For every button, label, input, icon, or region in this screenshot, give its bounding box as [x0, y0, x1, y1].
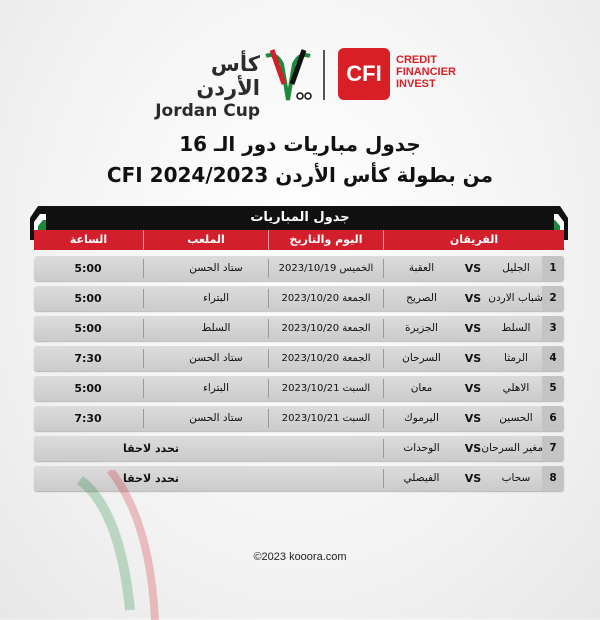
match-date: الخميس 2023/10/19 [278, 263, 374, 274]
match-venue: البتراء [202, 382, 230, 394]
cell-divider [268, 259, 269, 278]
cell-divider [383, 289, 384, 308]
jordan-cup-trophy-icon [258, 44, 318, 108]
cell-divider [268, 319, 269, 338]
cell-divider [143, 349, 144, 368]
match-venue: البتراء [202, 292, 230, 304]
table-row [34, 286, 564, 311]
match-number: 7 [542, 436, 564, 461]
header-divider [143, 230, 144, 250]
home-team: الاهلي [502, 382, 530, 394]
match-number: 2 [542, 286, 564, 311]
cell-divider [383, 319, 384, 338]
vs-label: VS [464, 412, 482, 425]
table-banner: جدول المباريات [46, 206, 554, 230]
table-header [34, 230, 564, 250]
table-row [34, 316, 564, 341]
match-time: 5:00 [74, 382, 102, 395]
home-team: السلط [501, 322, 531, 334]
header-divider [268, 230, 269, 250]
cell-divider [383, 379, 384, 398]
cfi-logo-mark: CFI [338, 48, 390, 100]
logo-divider [323, 50, 325, 100]
cell-divider [268, 349, 269, 368]
cfi-line-2: FINANCIER [396, 66, 456, 78]
match-to-be-determined: تحدد لاحقا [122, 472, 180, 485]
match-date: السبت 2023/10/21 [281, 413, 371, 424]
vs-label: VS [464, 322, 482, 335]
jordan-cup-arabic: كأس الأردن [196, 52, 260, 100]
home-team: سحاب [501, 472, 531, 484]
vs-label: VS [464, 442, 482, 455]
cell-divider [268, 379, 269, 398]
header-divider [383, 230, 384, 250]
match-time: 5:00 [74, 262, 102, 275]
cell-divider [383, 259, 384, 278]
vs-label: VS [464, 352, 482, 365]
table-row [34, 406, 564, 431]
cell-divider [268, 289, 269, 308]
header-teams: الفريقان [449, 233, 499, 246]
cell-divider [383, 349, 384, 368]
match-venue: السلط [201, 322, 231, 334]
header-date: اليوم والتاريخ [289, 233, 363, 246]
table-row [34, 436, 564, 461]
home-team: الرمثا [504, 352, 528, 364]
watermark-swoosh-icon [60, 470, 220, 620]
match-venue: ستاد الحسن [189, 262, 243, 274]
table-row [34, 346, 564, 371]
header-venue: الملعب [187, 233, 225, 246]
cell-divider [143, 379, 144, 398]
page-subtitle: من بطولة كأس الأردن CFI 2024/2023 [106, 163, 494, 187]
match-number: 4 [542, 346, 564, 371]
jordan-cup-wordmark [148, 52, 260, 122]
home-team: شباب الاردن [488, 292, 543, 304]
vs-label: VS [464, 472, 482, 485]
header-logos [0, 44, 600, 121]
cfi-line-1: CREDIT [396, 54, 437, 66]
match-date: الجمعة 2023/10/20 [281, 353, 371, 364]
match-time: 5:00 [74, 322, 102, 335]
match-time: 5:00 [74, 292, 102, 305]
table-row [34, 256, 564, 281]
home-team: الجليل [502, 262, 530, 274]
page-title: جدول مباريات دور الـ 16 [179, 132, 421, 156]
cell-divider [143, 409, 144, 428]
away-team: الجزيرة [405, 322, 438, 334]
match-number: 6 [542, 406, 564, 431]
cell-divider [143, 319, 144, 338]
vs-label: VS [464, 382, 482, 395]
match-venue: ستاد الحسن [189, 352, 243, 364]
jordan-cup-english: Jordan Cup [155, 101, 260, 121]
home-team: الحسين [499, 412, 533, 424]
away-team: السرحان [402, 352, 441, 364]
copyright-footer: ©2023 kooora.com [253, 551, 347, 563]
vs-label: VS [464, 292, 482, 305]
match-time: 7:30 [74, 412, 102, 425]
cell-divider [143, 259, 144, 278]
match-number: 3 [542, 316, 564, 341]
away-team: الصريح [406, 292, 437, 304]
cell-divider [383, 439, 384, 458]
cell-divider [383, 469, 384, 488]
match-number: 8 [542, 466, 564, 491]
match-time: 7:30 [74, 352, 102, 365]
home-team: مغير السرحان [481, 442, 543, 454]
match-number: 5 [542, 376, 564, 401]
cell-divider [143, 289, 144, 308]
match-date: السبت 2023/10/21 [281, 383, 371, 394]
table-row [34, 376, 564, 401]
header-time: الساعة [69, 233, 108, 246]
cell-divider [383, 409, 384, 428]
away-team: العقبة [408, 262, 435, 274]
away-team: معان [410, 382, 433, 394]
match-number: 1 [542, 256, 564, 281]
cfi-logo-text [396, 54, 456, 90]
match-to-be-determined: تحدد لاحقا [122, 442, 180, 455]
cell-divider [268, 409, 269, 428]
away-team: الوحدات [403, 442, 440, 454]
away-team: الفيصلي [403, 472, 440, 484]
away-team: اليرموك [404, 412, 439, 424]
vs-label: VS [464, 262, 482, 275]
match-venue: ستاد الحسن [189, 412, 243, 424]
cfi-line-3: INVEST [396, 78, 436, 90]
match-date: الجمعة 2023/10/20 [281, 293, 371, 304]
match-date: الجمعة 2023/10/20 [281, 323, 371, 334]
